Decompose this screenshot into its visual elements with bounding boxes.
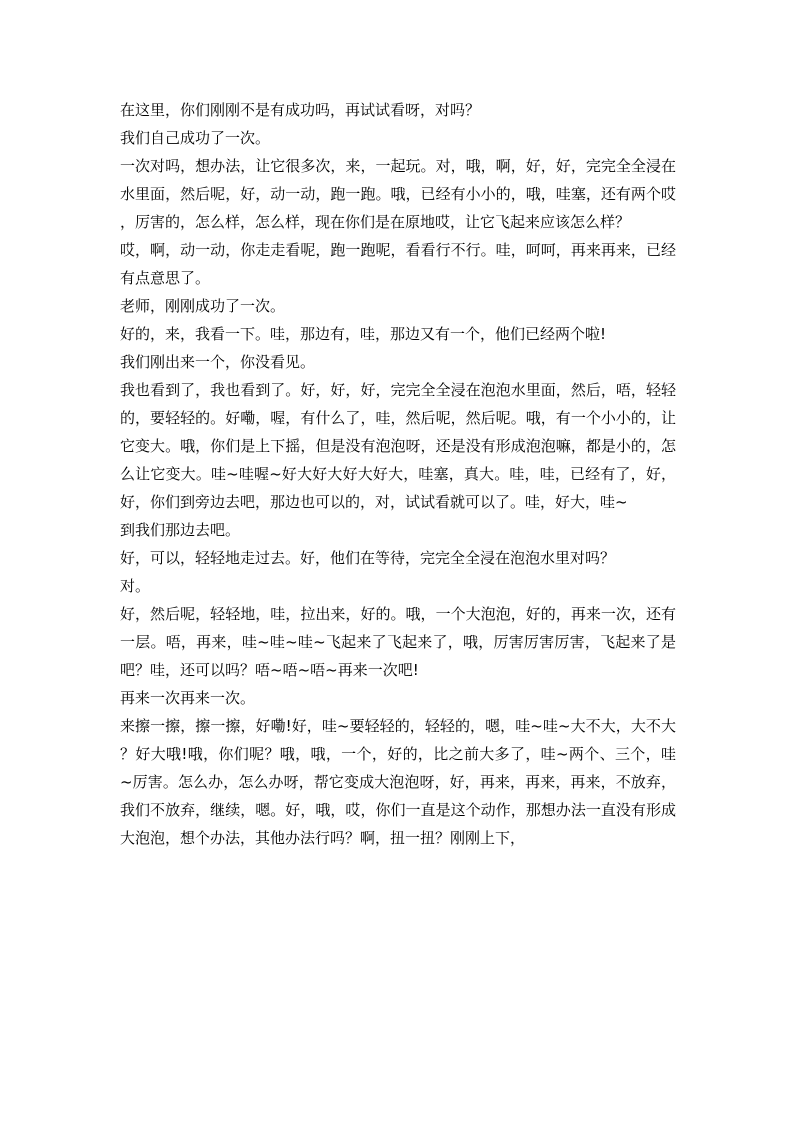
paragraph: 再来一次再来一次。 [120, 689, 256, 707]
paragraph: 我们自己成功了一次。 [120, 129, 271, 147]
paragraph: 哎，啊，动一动，你走走看呢，跑一跑呢，看看行不行。哇，呵呵，再来再来，已经有点意思了。 [120, 241, 676, 287]
paragraph: 一次对吗，想办法，让它很多次，来，一起玩。对，哦，啊，好，好，完完全全浸在水里面，然后呢，好，动一动，跑一跑。哦，已经有小小的，哦，哇塞，还有两个哎，厉害的，怎么样，怎么样，现在你们是在原地哎，让它飞起来应该怎么样？ [120, 157, 676, 231]
paragraph: 老师，刚刚成功了一次。 [120, 297, 286, 315]
paragraph: 在这里，你们刚刚不是有成功吗，再试试看呀，对吗？ [120, 101, 481, 119]
paragraph: 我也看到了，我也看到了。好，好，好，完完全全浸在泡泡水里面，然后，唔，轻轻的，要轻轻的。好嘞，喔，有什么了，哇，然后呢，然后呢。哦，有一个小小的，让它变大。哦，你们是上下摇，但是没有泡泡呀，还是没有形成泡泡嘛，都是小的，怎么让它变大。哇~哇喔~好大好大好大好大，哇塞，真大。哇，哇，已经有了，好，好，你们到旁边去吧，那边也可以的，对，试试看就可以了。哇，好大，哇~ [120, 381, 676, 511]
document-body [120, 96, 676, 852]
paragraph: 好，然后呢，轻轻地，哇，拉出来，好的。哦，一个大泡泡，好的，再来一次，还有一层。唔，再来，哇~哇~哇~飞起来了飞起来了，哦，厉害厉害厉害，飞起来了是吧？哇，还可以吗？唔~唔~唔~再来一次吧! [120, 605, 676, 679]
paragraph: 我们刚出来一个，你没看见。 [120, 353, 316, 371]
paragraph: 来擦一擦，擦一擦，好嘞!好，哇~要轻轻的，轻轻的，嗯，哇~哇~大不大，大不大？好大哦!哦，你们呢？哦，哦，一个，好的，比之前大多了，哇~两个、三个，哇~厉害。怎么办，怎么办呀，帮它变成大泡泡呀，好，再来，再来，再来，不放弃，我们不放弃，继续，嗯。好，哦，哎，你们一直是这个动作，那想办法一直没有形成大泡泡，想个办法，其他办法行吗？啊，扭一扭？刚刚上下， [120, 717, 676, 847]
paragraph: 到我们那边去吧。 [120, 521, 241, 539]
paragraph: 好，可以，轻轻地走过去。好，他们在等待，完完全全浸在泡泡水里对吗？ [120, 549, 616, 567]
paragraph: 好的，来，我看一下。哇，那边有，哇，那边又有一个，他们已经两个啦! [120, 325, 607, 343]
paragraph: 对。 [120, 577, 151, 595]
